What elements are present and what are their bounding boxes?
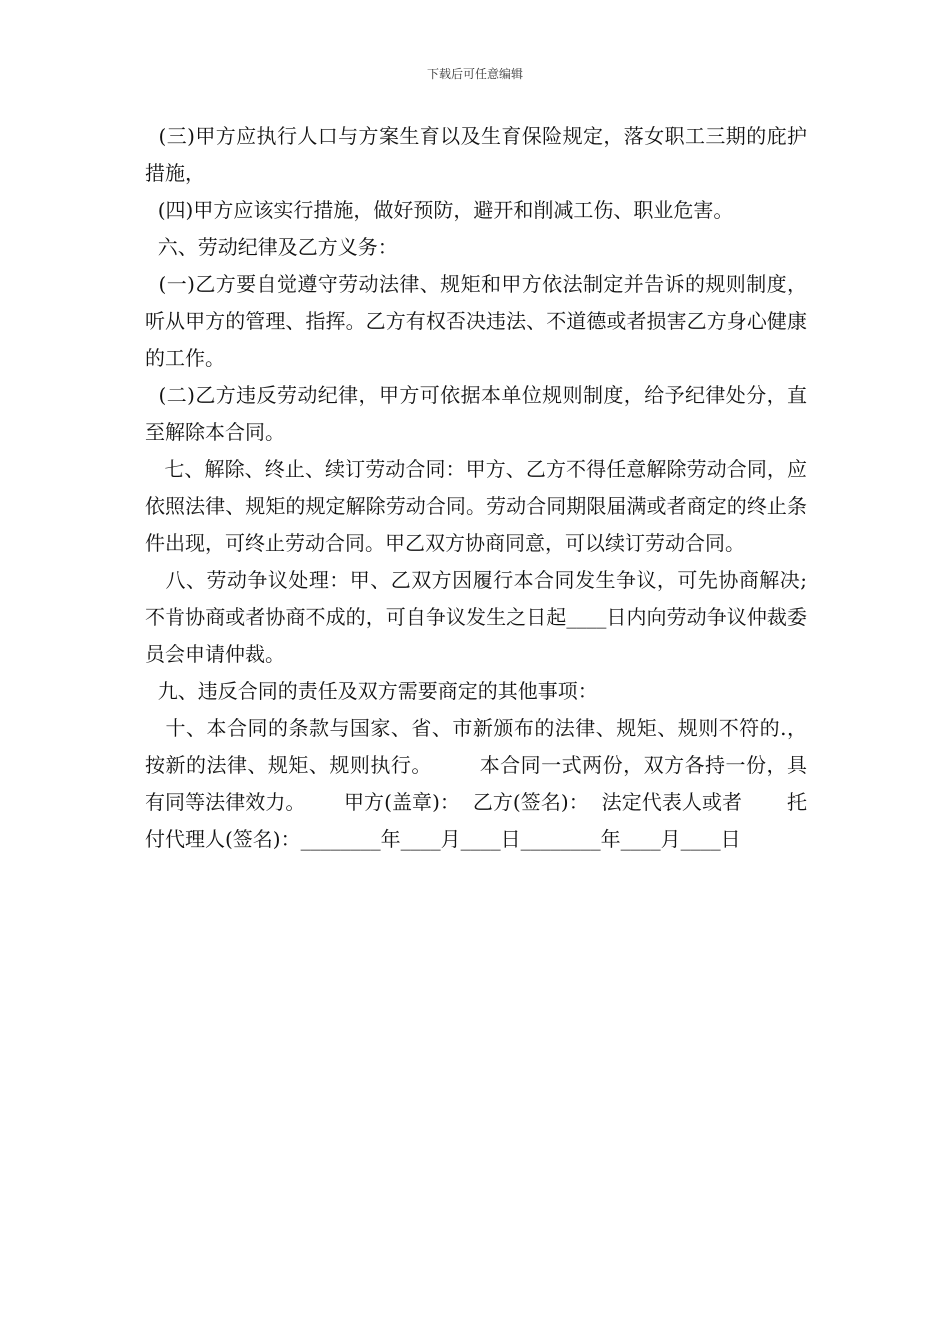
paragraph-article-8: 八、劳动争议处理：甲、乙双方因履行本合同发生争议，可先协商解决;不肯协商或者协商不成的，可自争议发生之日起____日内向劳动争议仲裁委员会申请仲裁。 bbox=[145, 568, 807, 666]
paragraph-article-9: 九、违反合同的责任及双方需要商定的其他事项： bbox=[145, 679, 598, 703]
paragraph-article-5-4: (四)甲方应该实行措施，做好预防，避开和削减工伤、职业危害。 bbox=[145, 198, 734, 222]
paragraph-article-10-signatures: 十、本合同的条款与国家、省、市新颁布的法律、规矩、规则不符的.，按新的法律、规矩、规则执行。 本合同一式两份，双方各持一份，具有同等法律效力。 甲方(盖章)： 乙方(签名)： 法定代表人或者 托付代理人(签名)：________年____月____日________年____月____日 bbox=[145, 716, 808, 851]
paragraph-article-6-1: (一)乙方要自觉遵守劳动法律、规矩和甲方依法制定并告诉的规则制度，听从甲方的管理、指挥。乙方有权否决违法、不道德或者损害乙方身心健康的工作。 bbox=[145, 272, 808, 370]
paragraph-article-5-3: (三)甲方应执行人口与方案生育以及生育保险规定，落女职工三期的庇护措施， bbox=[145, 124, 808, 185]
paragraph-article-6-heading: 六、劳动纪律及乙方义务： bbox=[145, 235, 398, 259]
paragraph-article-6-2: (二)乙方违反劳动纪律，甲方可依据本单位规则制度，给予纪律处分，直至解除本合同。 bbox=[145, 383, 808, 444]
document-body bbox=[145, 118, 807, 858]
page-header: 下载后可任意编辑 bbox=[426, 67, 523, 81]
paragraph-article-7: 七、解除、终止、续订劳动合同：甲方、乙方不得任意解除劳动合同，应依照法律、规矩的规定解除劳动合同。劳动合同期限届满或者商定的终止条件出现，可终止劳动合同。甲乙双方协商同意，可以续订劳动合同。 bbox=[145, 457, 808, 555]
